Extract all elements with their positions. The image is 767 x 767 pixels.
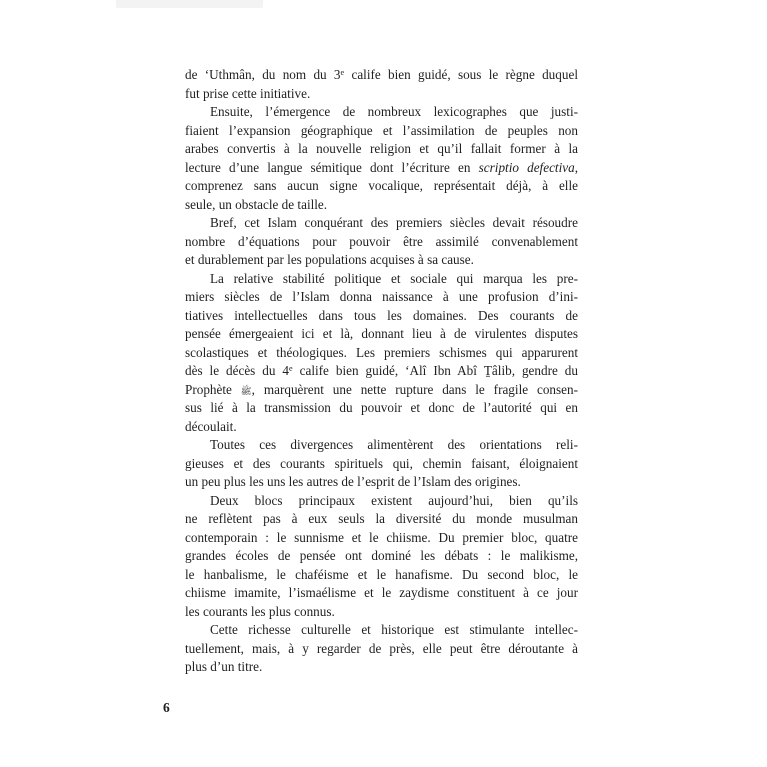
text-line: miers siècles de l’Islam donna naissance à une profusion d’ini- <box>185 289 578 304</box>
text-line: pensée émergeaient ici et là, donnant lieu à de virulentes disputes <box>185 326 578 341</box>
text-line: lecture d’une langue sémitique dont l’écriture en scriptio defectiva, <box>185 159 579 175</box>
text-line: plus d’un titre. <box>185 659 263 674</box>
text-line: La relative stabilité politique et sociale qui marqua les pre- <box>210 270 578 286</box>
prophet-honorific-symbol: ﷺ <box>240 385 252 396</box>
paragraph <box>185 66 578 103</box>
ordinal-superscript: e <box>340 68 345 78</box>
text-line: Ensuite, l’émergence de nombreux lexicographes que justi- <box>210 104 578 119</box>
text-line: dès le décès du 4e calife bien guidé, ‘Alî Ibn Abî Ṯâlib, gendre du <box>185 363 578 378</box>
text-line: les courants les plus connus. <box>185 603 335 619</box>
text-line: le hanbalisme, le chaféisme et le hanafisme. Du second bloc, le <box>185 566 578 582</box>
text-line: fiaient l’expansion géographique et l’assimilation de peuples non <box>185 122 578 138</box>
text-line: arabes convertis à la nouvelle religion et qu’il fallait former à la <box>185 141 578 156</box>
text-line: comprenez sans aucun signe vocalique, représentait déjà, à elle <box>185 178 578 193</box>
text-line: contemporain : le sunnisme et le chiisme. Du premier bloc, quatre <box>185 529 578 545</box>
paragraph <box>185 214 578 270</box>
text-line: Prophète ﷺ, marquèrent une nette rupture dans le fragile consen- <box>185 381 578 397</box>
text-line: grandes écoles de pensée ont dominé les débats : le malikisme, <box>185 548 578 563</box>
text-line: tuellement, mais, à y regarder de près, elle peut être déroutante à <box>185 640 578 656</box>
text-line: découlait. <box>185 418 237 434</box>
top-edge-bar <box>116 0 263 8</box>
paragraph <box>185 436 578 492</box>
paragraph <box>185 103 578 214</box>
latin-term-italic: scriptio defectiva <box>478 159 575 175</box>
paragraph <box>185 621 578 677</box>
text-line: Toutes ces divergences alimentèrent des orientations reli- <box>210 437 578 452</box>
page-text-block <box>185 66 578 677</box>
text-line: seule, un obstacle de taille. <box>185 196 328 212</box>
text-line: Deux blocs principaux existent aujourd’hui, bien qu’ils <box>210 492 578 508</box>
text-line: chiisme imamite, l’ismaélisme et le zaydisme constituent à ce jour <box>185 585 578 600</box>
page-number: 6 <box>163 700 170 715</box>
text-line: fut prise cette initiative. <box>185 85 311 101</box>
text-line: Cette richesse culturelle et historique est stimulante intellec- <box>210 622 578 637</box>
text-line: nombre d’équations pour pouvoir être assimilé convenablement <box>185 233 578 249</box>
text-line: un peu plus les uns les autres de l’esprit de l’Islam des origines. <box>185 474 521 489</box>
text-line: gieuses et des courants spirituels qui, chemin faisant, éloignaient <box>185 455 578 471</box>
text-line: Bref, cet Islam conquérant des premiers siècles devait résoudre <box>210 215 578 230</box>
text-line: et durablement par les populations acquises à sa cause. <box>185 252 474 267</box>
ordinal-superscript: e <box>289 364 293 374</box>
text-line: scolastiques et théologiques. Les premiers schismes qui apparurent <box>185 344 578 360</box>
text-line: tiatives intellectuelles dans tous les domaines. Des courants de <box>185 307 578 323</box>
text-line: sus lié à la transmission du pouvoir et donc de l’autorité qui en <box>185 400 578 415</box>
text-line: de ‘Uthmân, du nom du 3e calife bien guidé, sous le règne duquel <box>185 67 578 82</box>
paragraph <box>185 270 578 437</box>
text-line: ne reflètent pas à eux seuls la diversité du monde musulman <box>185 511 578 526</box>
paragraph <box>185 492 578 622</box>
